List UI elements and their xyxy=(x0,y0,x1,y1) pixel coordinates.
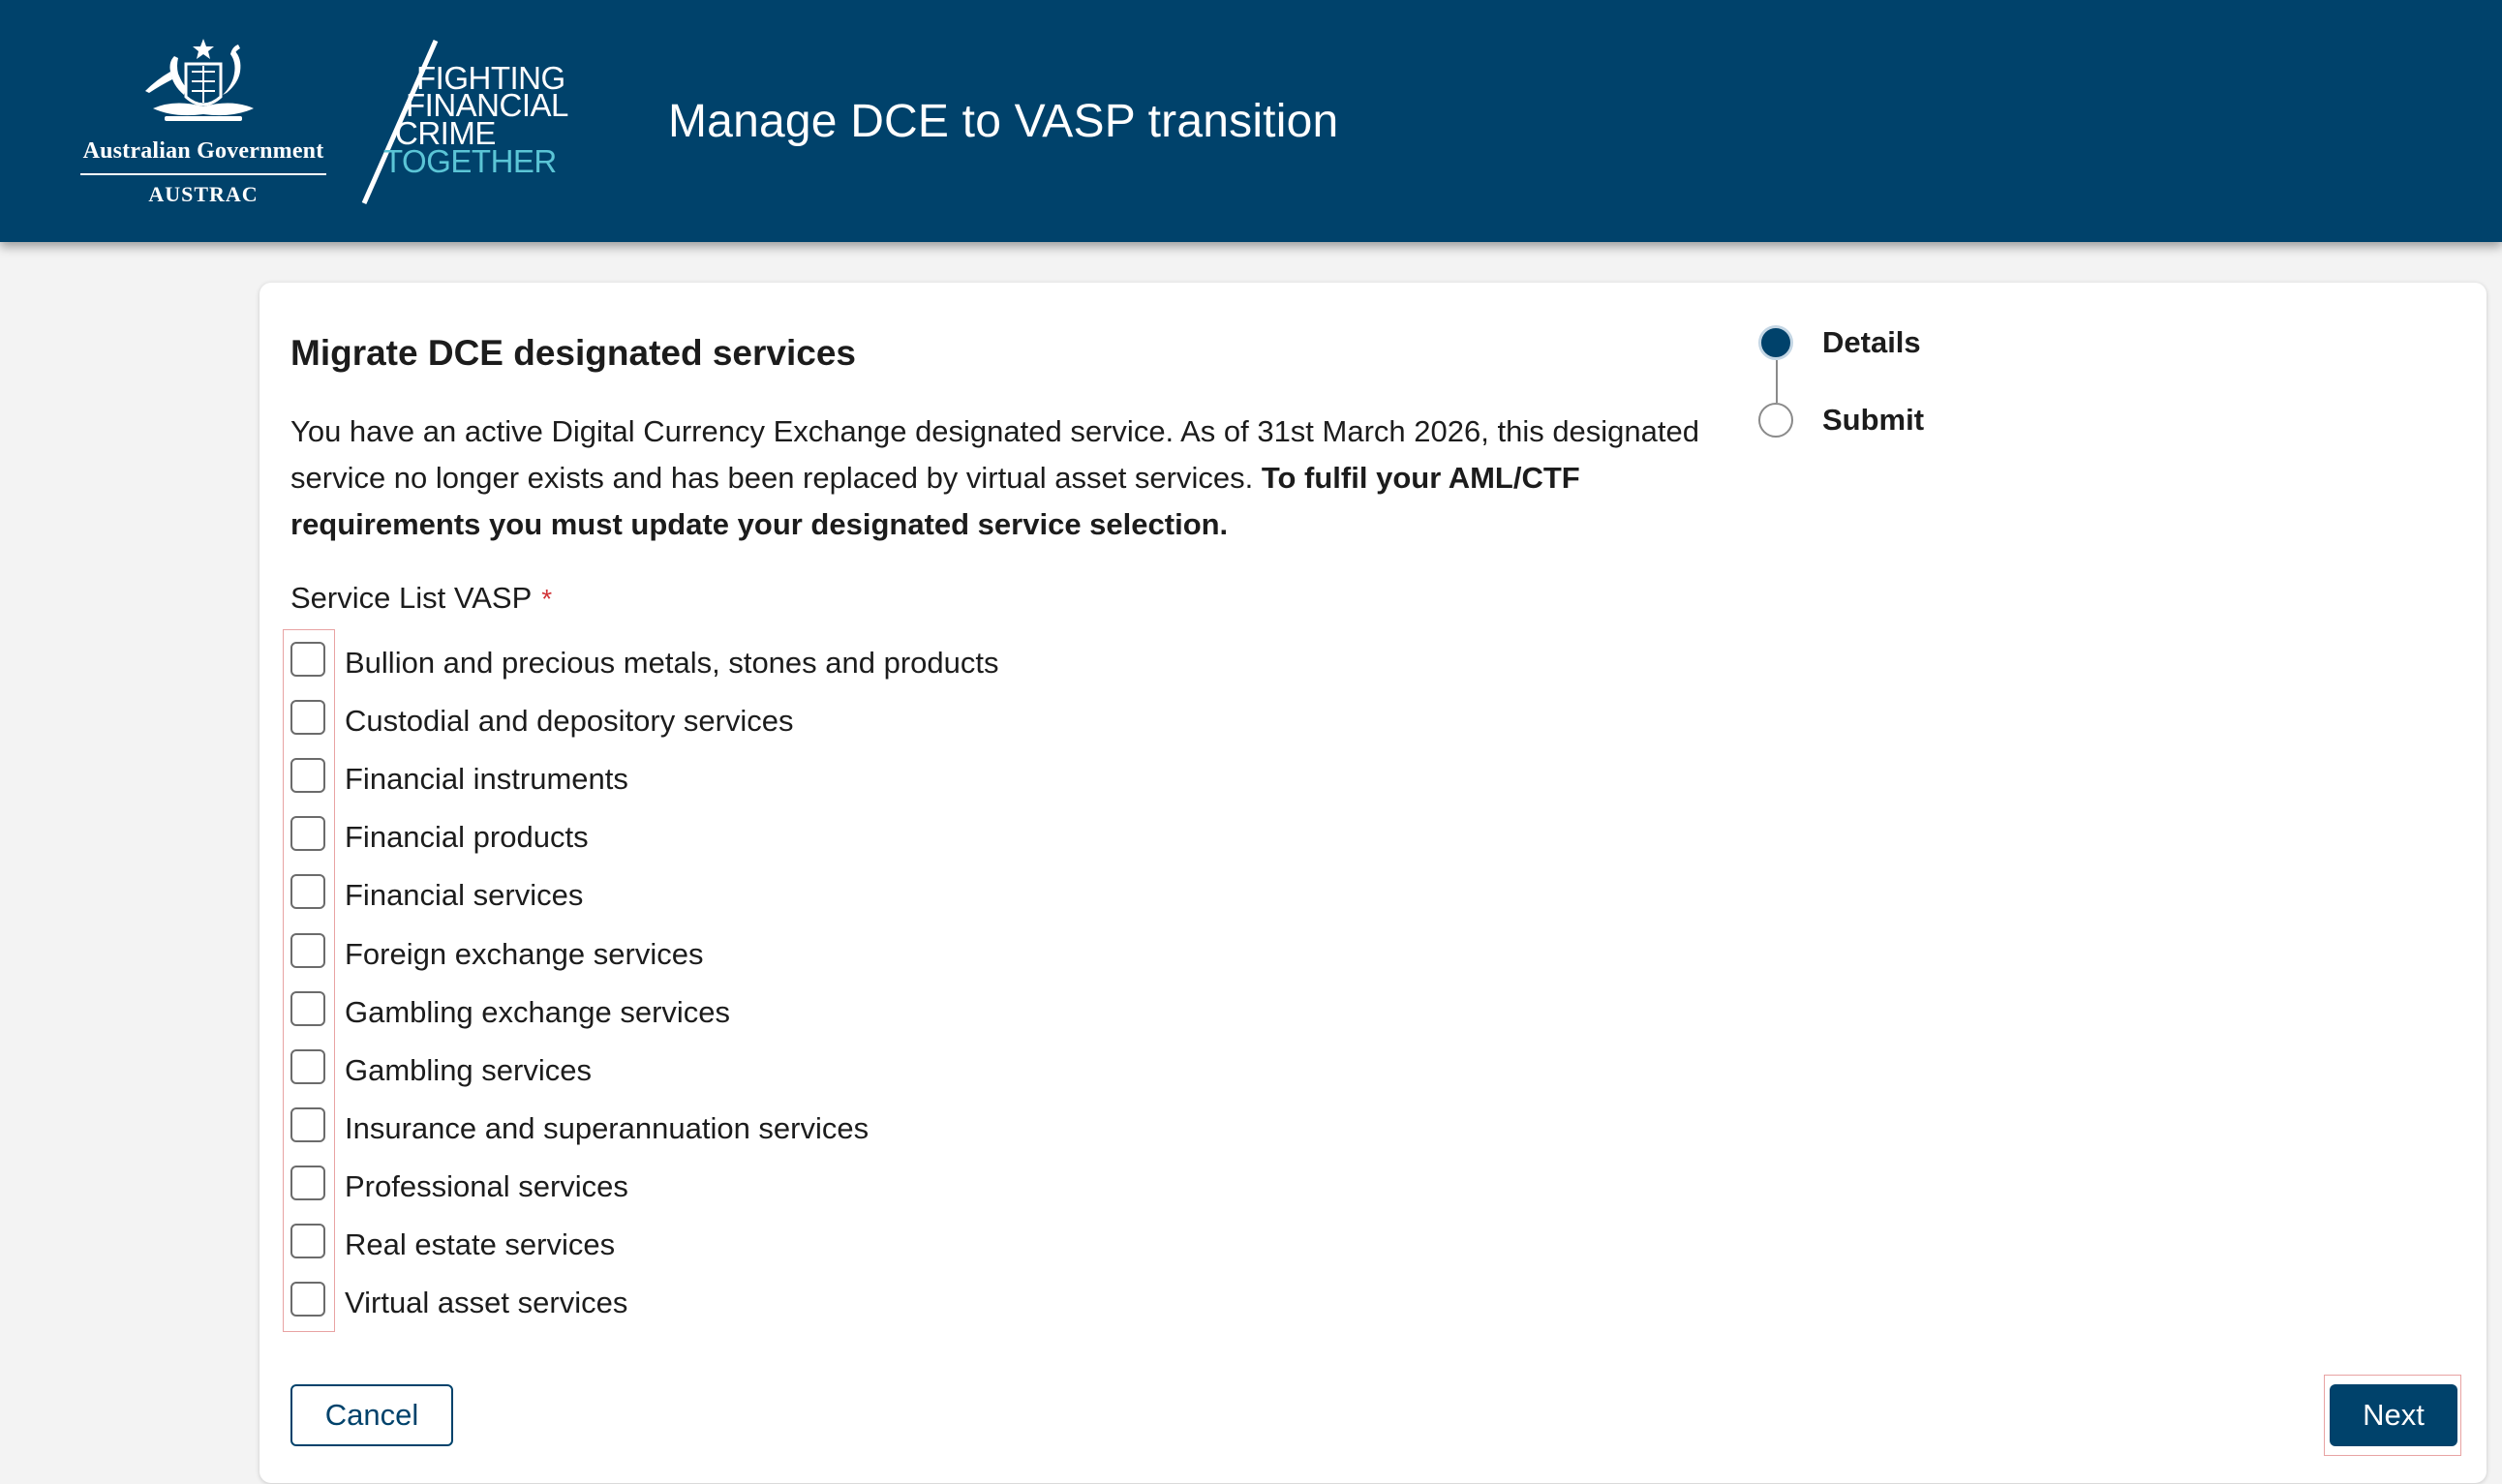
service-option-custodial[interactable] xyxy=(290,691,999,749)
option-label: Gambling exchange services xyxy=(345,994,731,1029)
service-option-financial-instruments[interactable] xyxy=(290,749,999,807)
service-checkbox-list xyxy=(290,633,999,1331)
checkbox[interactable] xyxy=(290,642,325,677)
option-label: Financial services xyxy=(345,878,584,913)
service-option-gambling[interactable] xyxy=(290,1041,999,1099)
service-option-insurance-superannuation[interactable] xyxy=(290,1099,999,1157)
app-header xyxy=(0,0,2502,242)
progress-stepper xyxy=(1758,321,2049,457)
option-label: Financial products xyxy=(345,820,589,855)
step-details-indicator xyxy=(1758,325,1793,360)
checkbox[interactable] xyxy=(290,1282,325,1317)
intro-body: You have an active Digital Currency Exchange designated service. As of 31st March 2026, this designated service no longer exists and has been replaced by virtual asset services. xyxy=(290,414,1700,495)
checkbox[interactable] xyxy=(290,1224,325,1258)
agency-name: AUSTRAC xyxy=(148,182,259,206)
intro-text xyxy=(290,409,1762,548)
option-label: Virtual asset services xyxy=(345,1286,628,1320)
cancel-button[interactable]: Cancel xyxy=(290,1384,453,1446)
service-list-label xyxy=(290,581,552,616)
app-title: Manage DCE to VASP transition xyxy=(668,96,1339,147)
step-details-label: Details xyxy=(1822,325,1921,359)
step-connector xyxy=(1776,360,1778,403)
australian-government-logo xyxy=(77,37,329,211)
government-name: Australian Government xyxy=(82,138,324,164)
intro-emphasis: To fulfil your AML/CTF requirements you must update your designated service selection. xyxy=(290,461,1580,541)
checkbox[interactable] xyxy=(290,1049,325,1084)
campaign-line-2: FINANCIAL xyxy=(406,87,568,123)
service-option-professional[interactable] xyxy=(290,1157,999,1215)
required-marker: * xyxy=(541,584,553,614)
checkbox[interactable] xyxy=(290,874,325,909)
option-label: Insurance and superannuation services xyxy=(345,1110,870,1145)
form-card xyxy=(259,283,2487,1483)
option-label: Real estate services xyxy=(345,1227,616,1261)
service-option-gambling-exchange[interactable] xyxy=(290,983,999,1041)
service-option-financial-services[interactable] xyxy=(290,865,999,924)
option-label: Custodial and depository services xyxy=(345,704,794,739)
checkbox[interactable] xyxy=(290,1107,325,1142)
campaign-line-1: FIGHTING xyxy=(416,60,565,96)
option-label: Professional services xyxy=(345,1168,628,1203)
coat-of-arms-icon xyxy=(136,37,271,134)
checkbox[interactable] xyxy=(290,758,325,793)
checkbox[interactable] xyxy=(290,933,325,968)
logo-divider xyxy=(80,173,326,175)
option-label: Foreign exchange services xyxy=(345,936,704,971)
service-option-real-estate[interactable] xyxy=(290,1215,999,1273)
checkbox[interactable] xyxy=(290,700,325,735)
service-list-label-text: Service List VASP xyxy=(290,581,533,615)
option-label: Gambling services xyxy=(345,1052,592,1087)
step-submit-label: Submit xyxy=(1822,403,1925,437)
fighting-financial-crime-together-logo xyxy=(358,39,581,213)
service-option-bullion[interactable] xyxy=(290,633,999,691)
option-label: Bullion and precious metals, stones and products xyxy=(345,646,999,681)
checkbox[interactable] xyxy=(290,991,325,1026)
next-button[interactable]: Next xyxy=(2330,1384,2457,1446)
step-submit-indicator xyxy=(1758,403,1793,438)
service-option-virtual-asset[interactable] xyxy=(290,1273,999,1331)
service-option-foreign-exchange[interactable] xyxy=(290,924,999,982)
campaign-line-3: CRIME xyxy=(395,115,496,151)
checkbox[interactable] xyxy=(290,1166,325,1200)
form-title: Migrate DCE designated services xyxy=(290,333,856,373)
service-option-financial-products[interactable] xyxy=(290,807,999,865)
checkbox[interactable] xyxy=(290,816,325,851)
campaign-line-4: TOGETHER xyxy=(383,143,557,179)
option-label: Financial instruments xyxy=(345,762,628,797)
